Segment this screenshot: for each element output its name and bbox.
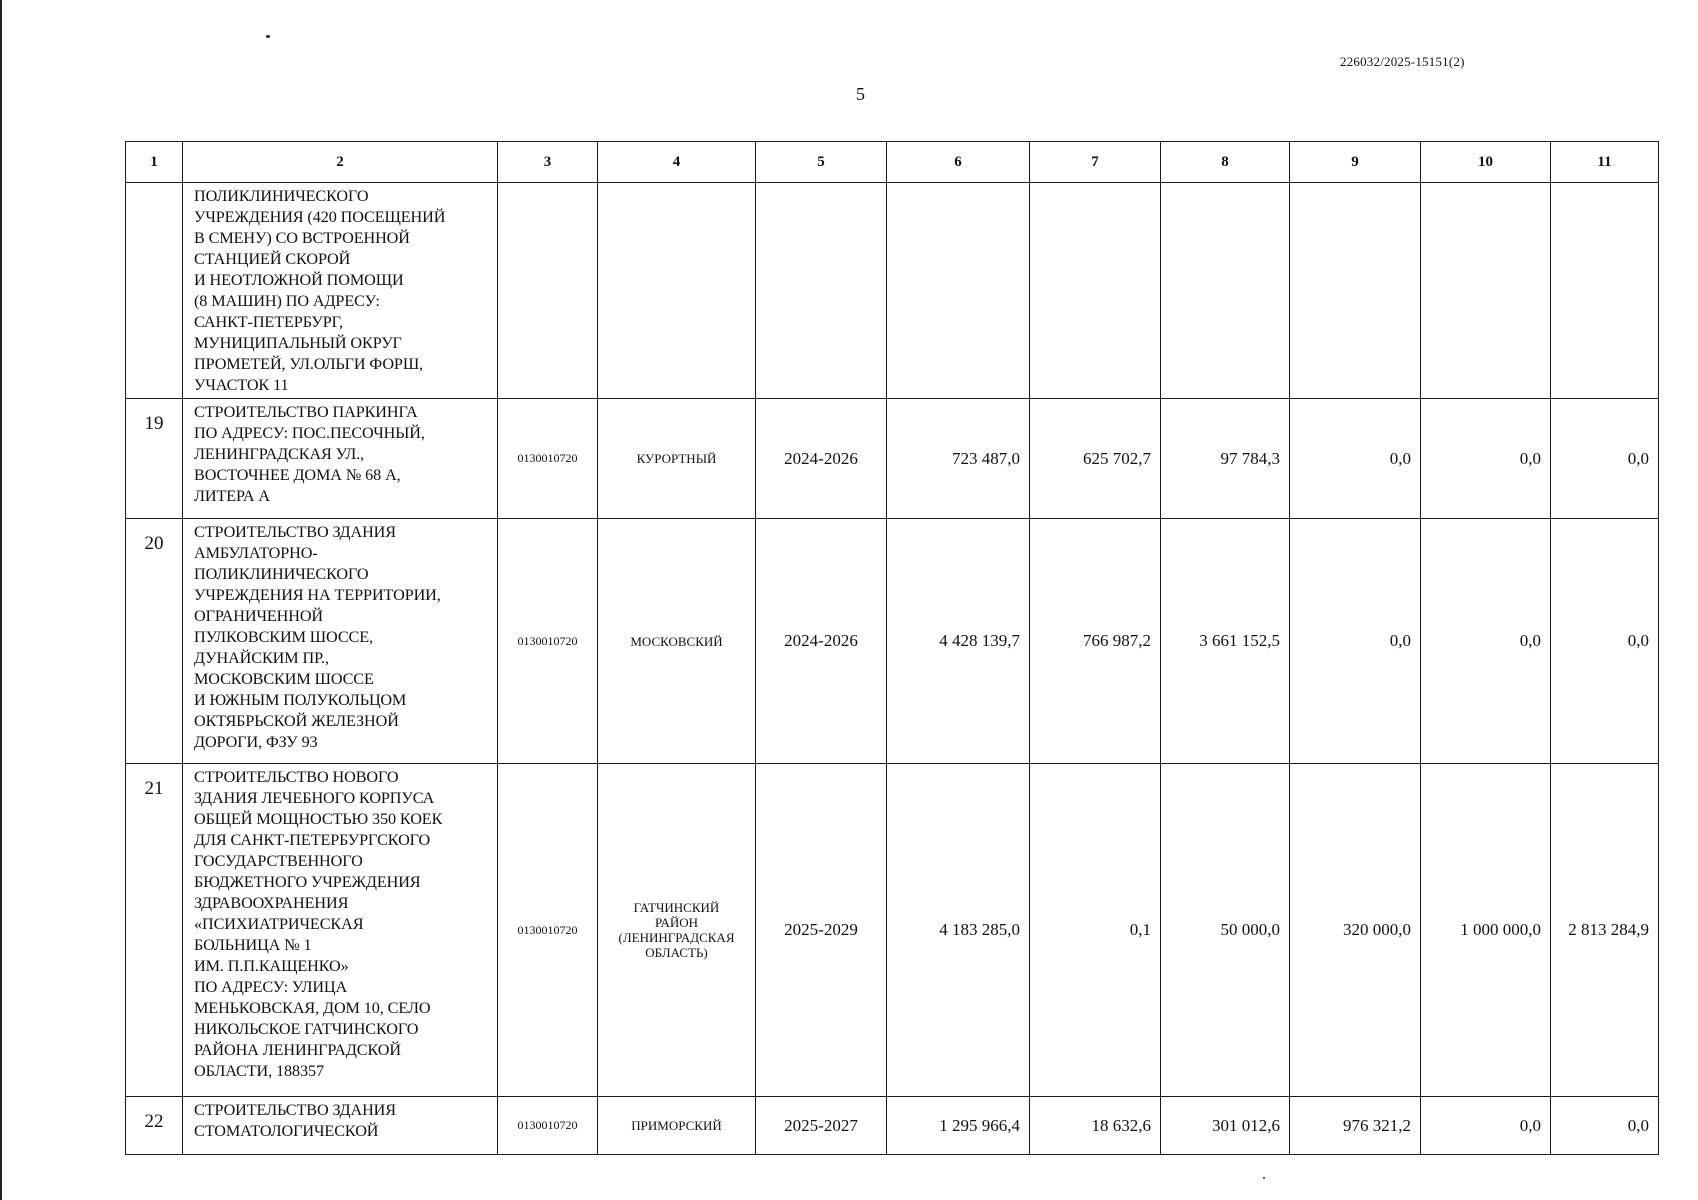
object-name-cell: СТРОИТЕЛЬСТВО ПАРКИНГА ПО АДРЕСУ: ПОС.ПЕСОЧНЫЙ, ЛЕНИНГРАДСКАЯ УЛ., ВОСТОЧНЕЕ ДОМА № 68 А, ЛИТЕРА А — [183, 399, 498, 519]
period-cell: 2025-2029 — [756, 764, 887, 1097]
value-cell: 2 813 284,9 — [1551, 764, 1659, 1097]
code-cell: 0130010720 — [498, 519, 598, 764]
period-cell — [756, 183, 887, 399]
value-cell: 976 321,2 — [1290, 1097, 1421, 1155]
value-cell — [1161, 183, 1290, 399]
value-cell: 320 000,0 — [1290, 764, 1421, 1097]
scan-speck — [266, 35, 270, 38]
scan-left-edge — [0, 0, 2, 1200]
column-header: 10 — [1421, 142, 1551, 183]
row-number-cell: 19 — [126, 399, 183, 519]
row-number-cell: 21 — [126, 764, 183, 1097]
document-number: 226032/2025-15151(2) — [1340, 54, 1465, 69]
column-header: 9 — [1290, 142, 1421, 183]
value-cell: 0,0 — [1551, 1097, 1659, 1155]
row-number-cell — [126, 183, 183, 399]
district-cell: КУРОРТНЫЙ — [598, 399, 756, 519]
table-row — [126, 1097, 1659, 1155]
value-cell — [1421, 183, 1551, 399]
table-row — [126, 764, 1659, 1097]
period-cell: 2025-2027 — [756, 1097, 887, 1155]
value-cell: 50 000,0 — [1161, 764, 1290, 1097]
value-cell: 0,0 — [1290, 519, 1421, 764]
value-cell: 1 295 966,4 — [887, 1097, 1030, 1155]
value-cell — [1290, 183, 1421, 399]
value-cell: 3 661 152,5 — [1161, 519, 1290, 764]
code-cell — [498, 183, 598, 399]
table-row — [126, 399, 1659, 519]
period-cell: 2024-2026 — [756, 399, 887, 519]
code-cell: 0130010720 — [498, 764, 598, 1097]
value-cell: 0,0 — [1421, 399, 1551, 519]
value-cell: 97 784,3 — [1161, 399, 1290, 519]
value-cell: 4 183 285,0 — [887, 764, 1030, 1097]
value-cell — [887, 183, 1030, 399]
page-number: 5 — [856, 84, 865, 104]
district-cell: ПРИМОРСКИЙ — [598, 1097, 756, 1155]
object-name-cell: СТРОИТЕЛЬСТВО НОВОГО ЗДАНИЯ ЛЕЧЕБНОГО КОРПУСА ОБЩЕЙ МОЩНОСТЬЮ 350 КОЕК ДЛЯ САНКТ-ПЕТЕРБУРГСКОГО ГОСУДАРСТВЕННОГО БЮДЖЕТНОГО УЧРЕЖДЕНИЯ ЗДРАВООХРАНЕНИЯ «ПСИХИАТРИЧЕСКАЯ БОЛЬНИЦА № 1 ИМ. П.П.КАЩЕНКО» ПО АДРЕСУ: УЛИЦА МЕНЬКОВСКАЯ, ДОМ 10, СЕЛО НИКОЛЬСКОЕ ГАТЧИНСКОГО РАЙОНА ЛЕНИНГРАДСКОЙ ОБЛАСТИ, 188357 — [183, 764, 498, 1097]
row-number-cell: 22 — [126, 1097, 183, 1155]
code-cell: 0130010720 — [498, 1097, 598, 1155]
value-cell: 0,0 — [1551, 399, 1659, 519]
header-row — [126, 142, 1659, 183]
column-header: 8 — [1161, 142, 1290, 183]
district-cell: ГАТЧИНСКИЙ РАЙОН (ЛЕНИНГРАДСКАЯ ОБЛАСТЬ) — [598, 764, 756, 1097]
object-name-cell: СТРОИТЕЛЬСТВО ЗДАНИЯ СТОМАТОЛОГИЧЕСКОЙ — [183, 1097, 498, 1155]
district-cell — [598, 183, 756, 399]
scan-speck — [1263, 1177, 1265, 1179]
column-header: 1 — [126, 142, 183, 183]
value-cell: 0,0 — [1421, 519, 1551, 764]
column-header: 6 — [887, 142, 1030, 183]
district-cell: МОСКОВСКИЙ — [598, 519, 756, 764]
value-cell: 18 632,6 — [1030, 1097, 1161, 1155]
value-cell: 766 987,2 — [1030, 519, 1161, 764]
value-cell: 0,0 — [1290, 399, 1421, 519]
value-cell: 0,0 — [1421, 1097, 1551, 1155]
column-header: 7 — [1030, 142, 1161, 183]
column-header: 2 — [183, 142, 498, 183]
period-cell: 2024-2026 — [756, 519, 887, 764]
value-cell: 0,1 — [1030, 764, 1161, 1097]
column-header: 11 — [1551, 142, 1659, 183]
column-header: 3 — [498, 142, 598, 183]
object-name-cell: ПОЛИКЛИНИЧЕСКОГО УЧРЕЖДЕНИЯ (420 ПОСЕЩЕНИЙ В СМЕНУ) СО ВСТРОЕННОЙ СТАНЦИЕЙ СКОРОЙ И НЕОТЛОЖНОЙ ПОМОЩИ (8 МАШИН) ПО АДРЕСУ: САНКТ-ПЕТЕРБУРГ, МУНИЦИПАЛЬНЫЙ ОКРУГ ПРОМЕТЕЙ, УЛ.ОЛЬГИ ФОРШ, УЧАСТОК 11 — [183, 183, 498, 399]
value-cell: 723 487,0 — [887, 399, 1030, 519]
value-cell: 1 000 000,0 — [1421, 764, 1551, 1097]
value-cell: 0,0 — [1551, 519, 1659, 764]
value-cell: 4 428 139,7 — [887, 519, 1030, 764]
code-cell: 0130010720 — [498, 399, 598, 519]
table-row — [126, 183, 1659, 399]
investment-table — [125, 141, 1659, 1155]
value-cell — [1030, 183, 1161, 399]
row-number-cell: 20 — [126, 519, 183, 764]
value-cell: 625 702,7 — [1030, 399, 1161, 519]
object-name-cell: СТРОИТЕЛЬСТВО ЗДАНИЯ АМБУЛАТОРНО- ПОЛИКЛИНИЧЕСКОГО УЧРЕЖДЕНИЯ НА ТЕРРИТОРИИ, ОГРАНИЧЕННОЙ ПУЛКОВСКИМ ШОССЕ, ДУНАЙСКИМ ПР., МОСКОВСКИМ ШОССЕ И ЮЖНЫМ ПОЛУКОЛЬЦОМ ОКТЯБРЬСКОЙ ЖЕЛЕЗНОЙ ДОРОГИ, ФЗУ 93 — [183, 519, 498, 764]
column-header: 4 — [598, 142, 756, 183]
table-row — [126, 519, 1659, 764]
column-header: 5 — [756, 142, 887, 183]
value-cell: 301 012,6 — [1161, 1097, 1290, 1155]
value-cell — [1551, 183, 1659, 399]
